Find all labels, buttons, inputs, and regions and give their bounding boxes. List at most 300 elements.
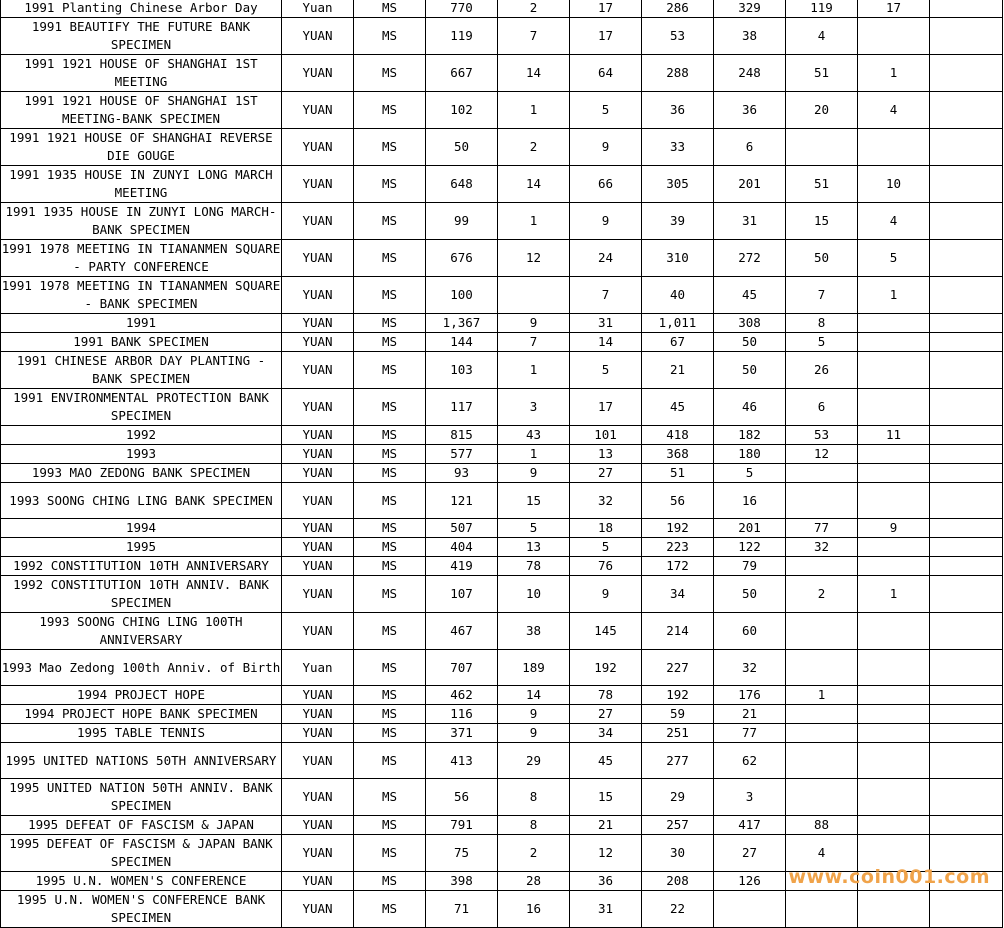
table-cell: 11: [858, 426, 930, 445]
table-cell: 14: [570, 333, 642, 352]
table-cell: YUAN: [282, 779, 354, 816]
table-cell: YUAN: [282, 483, 354, 519]
table-cell: MS: [354, 686, 426, 705]
table-cell: 33: [642, 129, 714, 166]
table-cell: 145: [570, 613, 642, 650]
issue-name-cell: 1995 TABLE TENNIS: [1, 724, 282, 743]
table-cell: MS: [354, 779, 426, 816]
table-cell: 50: [786, 240, 858, 277]
table-cell: 13: [570, 445, 642, 464]
table-cell: 5: [714, 464, 786, 483]
table-cell: MS: [354, 557, 426, 576]
table-cell: [930, 650, 1003, 686]
issue-name-cell: 1991 1978 MEETING IN TIANANMEN SQUARE - BANK SPECIMEN: [1, 277, 282, 314]
table-cell: [930, 352, 1003, 389]
table-cell: 116: [426, 705, 498, 724]
table-cell: 180: [714, 445, 786, 464]
issue-name-cell: 1991 1921 HOUSE OF SHANGHAI 1ST MEETING: [1, 55, 282, 92]
table-row: [1, 816, 1003, 835]
table-cell: 419: [426, 557, 498, 576]
table-cell: 770: [426, 0, 498, 18]
table-cell: 77: [714, 724, 786, 743]
table-body: [1, 0, 1003, 928]
table-cell: [930, 389, 1003, 426]
table-cell: 329: [714, 0, 786, 18]
table-cell: MS: [354, 816, 426, 835]
table-cell: [786, 743, 858, 779]
table-cell: 75: [426, 835, 498, 872]
table-cell: 99: [426, 203, 498, 240]
issue-name-cell: 1995 U.N. WOMEN'S CONFERENCE BANK SPECIMEN: [1, 891, 282, 928]
table-cell: YUAN: [282, 743, 354, 779]
table-cell: 21: [642, 352, 714, 389]
table-cell: 308: [714, 314, 786, 333]
table-cell: 8: [786, 314, 858, 333]
table-cell: [786, 464, 858, 483]
table-cell: [930, 166, 1003, 203]
table-cell: YUAN: [282, 724, 354, 743]
table-cell: 12: [498, 240, 570, 277]
table-row: [1, 240, 1003, 277]
table-cell: 17: [570, 389, 642, 426]
issue-name-cell: 1991: [1, 314, 282, 333]
table-cell: 121: [426, 483, 498, 519]
issue-name-cell: 1991 Planting Chinese Arbor Day: [1, 0, 282, 18]
table-cell: 667: [426, 55, 498, 92]
table-cell: 2: [498, 129, 570, 166]
table-cell: MS: [354, 519, 426, 538]
table-row: [1, 576, 1003, 613]
table-cell: 56: [642, 483, 714, 519]
table-cell: YUAN: [282, 891, 354, 928]
table-cell: YUAN: [282, 166, 354, 203]
table-row: [1, 519, 1003, 538]
issue-name-cell: 1991 ENVIRONMENTAL PROTECTION BANK SPECIMEN: [1, 389, 282, 426]
table-cell: 404: [426, 538, 498, 557]
table-cell: 467: [426, 613, 498, 650]
table-cell: MS: [354, 743, 426, 779]
table-cell: YUAN: [282, 816, 354, 835]
table-row: [1, 557, 1003, 576]
table-cell: 103: [426, 352, 498, 389]
table-cell: 78: [498, 557, 570, 576]
table-cell: [930, 724, 1003, 743]
table-cell: 27: [714, 835, 786, 872]
table-cell: [858, 129, 930, 166]
table-cell: 172: [642, 557, 714, 576]
table-cell: 227: [642, 650, 714, 686]
table-cell: [786, 650, 858, 686]
table-cell: 182: [714, 426, 786, 445]
table-cell: 22: [642, 891, 714, 928]
table-cell: MS: [354, 277, 426, 314]
table-cell: [930, 18, 1003, 55]
table-cell: 144: [426, 333, 498, 352]
table-cell: 15: [498, 483, 570, 519]
table-cell: YUAN: [282, 92, 354, 129]
table-cell: [858, 352, 930, 389]
table-cell: [930, 314, 1003, 333]
table-row: [1, 203, 1003, 240]
table-cell: 32: [786, 538, 858, 557]
table-cell: MS: [354, 872, 426, 891]
table-cell: YUAN: [282, 277, 354, 314]
table-cell: YUAN: [282, 203, 354, 240]
table-row: [1, 333, 1003, 352]
table-cell: [786, 483, 858, 519]
table-row: [1, 426, 1003, 445]
table-cell: 1: [498, 445, 570, 464]
table-cell: 17: [570, 0, 642, 18]
table-cell: 71: [426, 891, 498, 928]
table-cell: 15: [786, 203, 858, 240]
issue-name-cell: 1991 CHINESE ARBOR DAY PLANTING - BANK SPECIMEN: [1, 352, 282, 389]
table-cell: MS: [354, 650, 426, 686]
table-cell: 100: [426, 277, 498, 314]
table-cell: 417: [714, 816, 786, 835]
table-cell: 577: [426, 445, 498, 464]
table-cell: YUAN: [282, 426, 354, 445]
table-cell: [498, 277, 570, 314]
table-cell: [858, 333, 930, 352]
table-cell: MS: [354, 538, 426, 557]
table-cell: [930, 613, 1003, 650]
table-cell: 20: [786, 92, 858, 129]
watermark-logo: www.coin001.com: [788, 866, 990, 888]
table-cell: [858, 705, 930, 724]
table-cell: 51: [786, 166, 858, 203]
issue-name-cell: 1995 U.N. WOMEN'S CONFERENCE: [1, 872, 282, 891]
table-cell: YUAN: [282, 352, 354, 389]
table-cell: MS: [354, 129, 426, 166]
table-cell: 2: [498, 835, 570, 872]
table-cell: YUAN: [282, 55, 354, 92]
table-cell: 14: [498, 166, 570, 203]
table-cell: MS: [354, 333, 426, 352]
table-cell: 60: [714, 613, 786, 650]
table-cell: [858, 686, 930, 705]
table-cell: 27: [570, 705, 642, 724]
table-cell: 14: [498, 686, 570, 705]
table-cell: 9: [570, 203, 642, 240]
table-cell: 5: [858, 240, 930, 277]
table-cell: 53: [642, 18, 714, 55]
table-row: [1, 55, 1003, 92]
table-cell: Yuan: [282, 650, 354, 686]
table-cell: [858, 483, 930, 519]
table-cell: [930, 92, 1003, 129]
table-cell: 3: [498, 389, 570, 426]
table-cell: 50: [714, 576, 786, 613]
table-cell: 76: [570, 557, 642, 576]
table-cell: 28: [498, 872, 570, 891]
table-cell: YUAN: [282, 705, 354, 724]
issue-name-cell: 1995 DEFEAT OF FASCISM & JAPAN BANK SPECIMEN: [1, 835, 282, 872]
table-cell: 507: [426, 519, 498, 538]
table-cell: 257: [642, 816, 714, 835]
table-cell: YUAN: [282, 464, 354, 483]
table-cell: [858, 538, 930, 557]
table-cell: 288: [642, 55, 714, 92]
table-row: [1, 166, 1003, 203]
table-cell: 45: [642, 389, 714, 426]
table-cell: MS: [354, 389, 426, 426]
table-cell: 1: [858, 55, 930, 92]
table-row: [1, 0, 1003, 18]
table-cell: 51: [642, 464, 714, 483]
table-cell: MS: [354, 445, 426, 464]
table-cell: 39: [642, 203, 714, 240]
table-cell: 208: [642, 872, 714, 891]
issue-name-cell: 1991 1921 HOUSE OF SHANGHAI REVERSE DIE GOUGE: [1, 129, 282, 166]
table-cell: [858, 743, 930, 779]
table-cell: 5: [786, 333, 858, 352]
table-cell: 1: [498, 352, 570, 389]
table-cell: 707: [426, 650, 498, 686]
table-cell: 277: [642, 743, 714, 779]
table-row: [1, 724, 1003, 743]
table-cell: 1: [786, 686, 858, 705]
table-cell: 79: [714, 557, 786, 576]
table-cell: 4: [786, 835, 858, 872]
table-row: [1, 650, 1003, 686]
table-cell: [930, 333, 1003, 352]
table-cell: 1: [498, 203, 570, 240]
table-cell: 648: [426, 166, 498, 203]
table-cell: 1: [498, 92, 570, 129]
table-cell: [930, 779, 1003, 816]
table-cell: [930, 743, 1003, 779]
table-cell: 3: [714, 779, 786, 816]
table-cell: YUAN: [282, 872, 354, 891]
table-cell: 7: [498, 333, 570, 352]
table-cell: 398: [426, 872, 498, 891]
table-cell: MS: [354, 92, 426, 129]
table-cell: 53: [786, 426, 858, 445]
table-cell: 21: [714, 705, 786, 724]
table-cell: [930, 557, 1003, 576]
table-cell: 9: [498, 464, 570, 483]
table-cell: 6: [714, 129, 786, 166]
table-cell: [930, 277, 1003, 314]
table-row: [1, 129, 1003, 166]
issue-name-cell: 1993 MAO ZEDONG BANK SPECIMEN: [1, 464, 282, 483]
table-cell: YUAN: [282, 835, 354, 872]
table-cell: YUAN: [282, 519, 354, 538]
table-cell: 201: [714, 166, 786, 203]
table-cell: MS: [354, 464, 426, 483]
table-cell: 59: [642, 705, 714, 724]
issue-name-cell: 1991 1935 HOUSE IN ZUNYI LONG MARCH-BANK SPECIMEN: [1, 203, 282, 240]
table-cell: MS: [354, 240, 426, 277]
table-cell: [930, 203, 1003, 240]
table-cell: [714, 891, 786, 928]
table-cell: Yuan: [282, 0, 354, 18]
table-cell: 45: [570, 743, 642, 779]
table-cell: 8: [498, 816, 570, 835]
table-cell: 413: [426, 743, 498, 779]
table-cell: 32: [570, 483, 642, 519]
table-cell: YUAN: [282, 314, 354, 333]
table-cell: 64: [570, 55, 642, 92]
table-cell: 31: [714, 203, 786, 240]
table-cell: [858, 389, 930, 426]
table-cell: 9: [570, 129, 642, 166]
issue-name-cell: 1991 1921 HOUSE OF SHANGHAI 1ST MEETING-BANK SPECIMEN: [1, 92, 282, 129]
table-cell: YUAN: [282, 129, 354, 166]
table-cell: [930, 705, 1003, 724]
table-cell: [930, 483, 1003, 519]
table-cell: 101: [570, 426, 642, 445]
table-cell: YUAN: [282, 333, 354, 352]
table-cell: 21: [570, 816, 642, 835]
table-cell: [858, 613, 930, 650]
table-cell: 2: [498, 0, 570, 18]
table-row: [1, 891, 1003, 928]
table-cell: [858, 464, 930, 483]
table-cell: 286: [642, 0, 714, 18]
table-cell: MS: [354, 352, 426, 389]
table-cell: 5: [498, 519, 570, 538]
issue-name-cell: 1992: [1, 426, 282, 445]
table-cell: 1,367: [426, 314, 498, 333]
table-cell: YUAN: [282, 686, 354, 705]
table-cell: 88: [786, 816, 858, 835]
table-row: [1, 779, 1003, 816]
table-cell: MS: [354, 891, 426, 928]
issue-name-cell: 1991 1935 HOUSE IN ZUNYI LONG MARCH MEETING: [1, 166, 282, 203]
table-cell: 26: [786, 352, 858, 389]
table-cell: 8: [498, 779, 570, 816]
table-row: [1, 464, 1003, 483]
table-cell: [858, 314, 930, 333]
table-cell: 107: [426, 576, 498, 613]
table-cell: 305: [642, 166, 714, 203]
table-cell: 18: [570, 519, 642, 538]
table-cell: 1: [858, 277, 930, 314]
table-cell: YUAN: [282, 613, 354, 650]
table-cell: 9: [858, 519, 930, 538]
table-cell: [858, 724, 930, 743]
table-cell: 418: [642, 426, 714, 445]
table-cell: [858, 779, 930, 816]
table-cell: [930, 426, 1003, 445]
table-cell: YUAN: [282, 389, 354, 426]
table-cell: 251: [642, 724, 714, 743]
table-cell: MS: [354, 613, 426, 650]
table-cell: 272: [714, 240, 786, 277]
table-cell: YUAN: [282, 557, 354, 576]
table-cell: [858, 816, 930, 835]
issue-name-cell: 1992 CONSTITUTION 10TH ANNIVERSARY: [1, 557, 282, 576]
table-cell: 676: [426, 240, 498, 277]
table-cell: [930, 0, 1003, 18]
issue-name-cell: 1991 1978 MEETING IN TIANANMEN SQUARE - PARTY CONFERENCE: [1, 240, 282, 277]
table-cell: [858, 557, 930, 576]
table-cell: MS: [354, 55, 426, 92]
table-cell: 9: [498, 314, 570, 333]
table-cell: YUAN: [282, 445, 354, 464]
table-row: [1, 483, 1003, 519]
table-cell: 368: [642, 445, 714, 464]
table-cell: 9: [498, 724, 570, 743]
table-cell: 30: [642, 835, 714, 872]
table-row: [1, 389, 1003, 426]
table-cell: [786, 724, 858, 743]
table-cell: [930, 538, 1003, 557]
table-cell: YUAN: [282, 240, 354, 277]
table-row: [1, 538, 1003, 557]
issue-name-cell: 1995 DEFEAT OF FASCISM & JAPAN: [1, 816, 282, 835]
table-cell: [930, 55, 1003, 92]
table-row: [1, 92, 1003, 129]
table-cell: 192: [570, 650, 642, 686]
table-cell: 192: [642, 686, 714, 705]
issue-name-cell: 1993 SOONG CHING LING BANK SPECIMEN: [1, 483, 282, 519]
table-cell: 36: [642, 92, 714, 129]
table-cell: [930, 519, 1003, 538]
table-row: [1, 445, 1003, 464]
table-cell: YUAN: [282, 538, 354, 557]
table-cell: 24: [570, 240, 642, 277]
table-cell: 126: [714, 872, 786, 891]
table-cell: 815: [426, 426, 498, 445]
table-cell: 4: [786, 18, 858, 55]
table-cell: 2: [786, 576, 858, 613]
table-cell: 29: [642, 779, 714, 816]
table-cell: [930, 129, 1003, 166]
table-cell: 77: [786, 519, 858, 538]
table-cell: YUAN: [282, 18, 354, 55]
issue-name-cell: 1995: [1, 538, 282, 557]
table-row: [1, 18, 1003, 55]
table-cell: 102: [426, 92, 498, 129]
table-cell: 36: [714, 92, 786, 129]
table-cell: 66: [570, 166, 642, 203]
issue-name-cell: 1991 BEAUTIFY THE FUTURE BANK SPECIMEN: [1, 18, 282, 55]
table-row: [1, 277, 1003, 314]
table-cell: [786, 891, 858, 928]
table-cell: [858, 445, 930, 464]
table-cell: [930, 576, 1003, 613]
table-cell: 4: [858, 92, 930, 129]
table-cell: 50: [426, 129, 498, 166]
table-cell: 16: [498, 891, 570, 928]
table-cell: 78: [570, 686, 642, 705]
table-cell: 16: [714, 483, 786, 519]
issue-name-cell: 1991 BANK SPECIMEN: [1, 333, 282, 352]
table-cell: MS: [354, 166, 426, 203]
table-cell: 7: [498, 18, 570, 55]
table-cell: MS: [354, 576, 426, 613]
table-cell: MS: [354, 835, 426, 872]
table-cell: 176: [714, 686, 786, 705]
issue-name-cell: 1994 PROJECT HOPE BANK SPECIMEN: [1, 705, 282, 724]
table-cell: 248: [714, 55, 786, 92]
table-cell: [858, 891, 930, 928]
table-cell: 32: [714, 650, 786, 686]
table-cell: [930, 464, 1003, 483]
table-cell: [858, 18, 930, 55]
table-cell: [786, 779, 858, 816]
table-cell: 119: [426, 18, 498, 55]
table-cell: 791: [426, 816, 498, 835]
table-row: [1, 613, 1003, 650]
table-cell: 6: [786, 389, 858, 426]
issue-name-cell: 1994: [1, 519, 282, 538]
issue-name-cell: 1994 PROJECT HOPE: [1, 686, 282, 705]
table-cell: 462: [426, 686, 498, 705]
